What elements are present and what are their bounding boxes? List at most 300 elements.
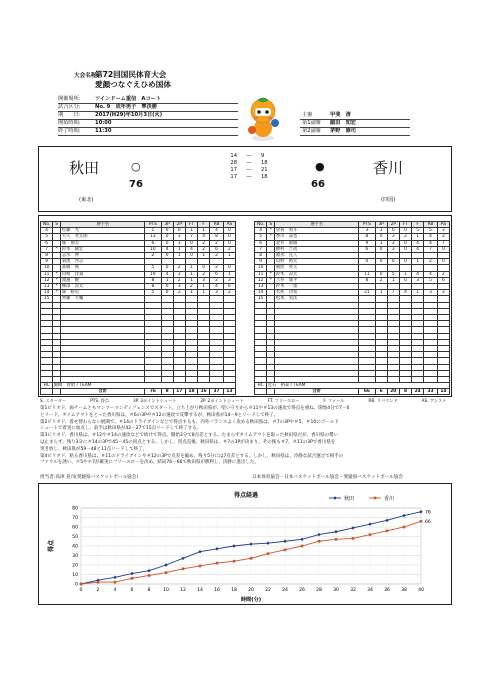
period-away: 18 xyxy=(261,160,268,166)
stats-header-cell: PTS xyxy=(145,222,161,228)
series-end-label: 76 xyxy=(425,510,431,516)
stat-cell: * xyxy=(267,234,275,240)
data-point-1 xyxy=(233,560,236,563)
player-name: 横村 吉哉 xyxy=(275,246,359,252)
total-cell: 14 xyxy=(437,389,449,395)
away-total-score: 66 xyxy=(311,179,325,190)
stat-cell: 3 xyxy=(424,290,438,296)
summary-line: 第3ピリオド、香川県は、＃12や＃14の速攻などで続けて得点。開始3分で8点差とする。たまらずタイムアウトを取った秋田県だが、香川県の勢い xyxy=(40,433,339,439)
player-name: 曽我 勇斗 xyxy=(275,228,359,234)
stat-cell: 5 xyxy=(424,277,438,283)
period-scores xyxy=(219,153,279,181)
stat-cell: 1 xyxy=(185,277,197,283)
stats-header-cell: F xyxy=(412,222,424,228)
stat-cell: 0 xyxy=(173,228,185,234)
data-point-1 xyxy=(250,557,253,560)
stats-header-cell: AS xyxy=(223,222,235,228)
away-stats-table xyxy=(254,221,450,395)
total-cell: 17 xyxy=(173,389,185,395)
stat-cell: 0 xyxy=(375,234,387,240)
period-home: 28 xyxy=(230,160,237,166)
total-cell xyxy=(255,389,267,395)
stat-cell: 0 xyxy=(161,284,173,290)
stats-header-cell: S xyxy=(267,222,275,228)
stat-cell: 0 xyxy=(437,259,449,265)
data-point-1 xyxy=(165,571,168,574)
away-result-mark: ● xyxy=(315,160,325,173)
stat-cell: 0 xyxy=(387,259,399,265)
stat-cell: 0 xyxy=(161,265,173,271)
summary-line: シュートで着実に加点し、前半は秋田県が42－27で15点リードして終了する。 xyxy=(40,426,202,432)
x-tick-label: 2 xyxy=(96,588,100,593)
stat-cell: 8 xyxy=(210,234,224,240)
stat-cell: 0 xyxy=(223,240,235,246)
info-label: 終了時間: xyxy=(58,128,81,134)
data-point-1 xyxy=(284,549,287,552)
data-point-1 xyxy=(216,562,219,565)
x-tick-label: 40 xyxy=(418,588,424,593)
stat-cell: 0 xyxy=(161,253,173,259)
stat-cell: 1 xyxy=(173,246,185,252)
chart-title: 得点経過 xyxy=(233,492,259,499)
data-point-1 xyxy=(301,545,304,548)
stat-cell: 4 xyxy=(424,271,438,277)
data-point-1 xyxy=(386,530,389,533)
stat-cell: 2 xyxy=(223,246,235,252)
period-row xyxy=(219,160,279,167)
data-point-1 xyxy=(131,577,134,580)
data-point-1 xyxy=(114,581,117,584)
x-tick-label: 8 xyxy=(147,588,151,593)
stat-cell: 21 xyxy=(359,290,375,296)
stat-cell: 13 xyxy=(145,234,161,240)
info-label: 期 日: xyxy=(58,112,81,118)
total-row xyxy=(255,389,450,395)
stat-cell: 2 xyxy=(399,234,411,240)
stat-cell: 0 xyxy=(375,246,387,252)
stat-cell: 2 xyxy=(210,253,224,259)
event-label: 大会名称: xyxy=(74,73,99,79)
total-row xyxy=(41,389,236,395)
legend-label: 香川 xyxy=(384,495,395,502)
stat-cell: 1 xyxy=(375,228,387,234)
stat-cell: 0 xyxy=(387,228,399,234)
player-name: 鈴木 一康 xyxy=(275,284,359,290)
stat-cell: 7 xyxy=(255,246,267,252)
stat-cell: 4 xyxy=(412,271,424,277)
stat-cell: 14 xyxy=(255,290,267,296)
stat-cell: 2 xyxy=(210,277,224,283)
stat-cell: 1 xyxy=(412,259,424,265)
stat-cell: 2 xyxy=(424,259,438,265)
y-tick-label: 70 xyxy=(72,516,78,522)
info-label: 開始時間: xyxy=(58,120,81,126)
stat-cell: 9 xyxy=(41,259,53,265)
stat-cell: 12 xyxy=(255,277,267,283)
total-cell: 8 xyxy=(161,389,173,395)
stat-cell: 6 xyxy=(359,246,375,252)
data-point-1 xyxy=(369,533,372,536)
stats-header-cell: 3P xyxy=(161,222,173,228)
coach-label: HC xyxy=(41,383,53,389)
stat-cell: * xyxy=(267,271,275,277)
stat-cell: 8 xyxy=(255,253,267,259)
stat-cell: 9 xyxy=(359,240,375,246)
stat-cell: 3 xyxy=(210,290,224,296)
stats-header-cell: 選手名 xyxy=(275,222,359,228)
stats-header-cell: S xyxy=(53,222,61,228)
stat-cell: 5 xyxy=(387,271,399,277)
stats-legend xyxy=(40,398,450,404)
stats-header-cell: No. xyxy=(41,222,53,228)
total-cell xyxy=(53,389,61,395)
stat-cell: 2 xyxy=(198,240,210,246)
x-tick-label: 32 xyxy=(350,588,356,593)
y-tick-label: 30 xyxy=(72,554,78,560)
stat-cell: 7 xyxy=(387,290,399,296)
total-cell: 16 xyxy=(198,389,210,395)
total-cell: 合計 xyxy=(61,389,145,395)
stat-cell: 3 xyxy=(173,271,185,277)
stat-cell: 4 xyxy=(412,246,424,252)
legend-item: FT. フリースロー xyxy=(267,398,300,403)
coach-name: 近石 裕泰 / TEAM xyxy=(267,383,450,389)
stat-cell: 1 xyxy=(399,271,411,277)
y-axis-label: 得点 xyxy=(48,539,55,553)
period-home: 17 xyxy=(230,167,237,173)
stat-cell: 0 xyxy=(375,259,387,265)
stat-cell: 2 xyxy=(173,265,185,271)
coach-label: HC xyxy=(255,383,267,389)
stat-cell: 5 xyxy=(145,265,161,271)
x-tick-label: 26 xyxy=(299,588,305,593)
stat-cell: 4 xyxy=(399,290,411,296)
info-underline xyxy=(58,135,238,136)
legend-marker xyxy=(333,496,336,499)
stat-cell: 3 xyxy=(387,234,399,240)
summary-line: ファウルを誘い、＊5や＊7が確実にフリースローを決め、結局76－66で秋田県が勝利し、決勝に進出した。 xyxy=(40,460,259,466)
stat-cell: 4 xyxy=(424,240,438,246)
stat-cell: 7 xyxy=(185,234,197,240)
stat-cell: 1 xyxy=(387,277,399,283)
stat-cell: 2 xyxy=(173,277,185,283)
x-tick-label: 24 xyxy=(282,588,288,593)
stat-cell: 0 xyxy=(399,259,411,265)
total-cell: 8 xyxy=(399,389,411,395)
player-name: 佐藤 光 xyxy=(61,228,145,234)
stat-cell: 1 xyxy=(173,253,185,259)
stat-cell: 12 xyxy=(41,277,53,283)
player-name: 鈴木 隆宏 xyxy=(61,246,145,252)
stat-cell: 11 xyxy=(41,271,53,277)
player-name: 朝原 亮太 xyxy=(275,265,359,271)
stat-cell: 0 xyxy=(399,246,411,252)
stat-cell: 6 xyxy=(255,240,267,246)
stat-cell: 6 xyxy=(210,246,224,252)
stat-cell: * xyxy=(267,228,275,234)
stat-cell: 2 xyxy=(223,290,235,296)
stat-cell: 0 xyxy=(375,271,387,277)
stat-cell: 2 xyxy=(437,271,449,277)
stat-cell: 0 xyxy=(223,265,235,271)
stat-cell: 4 xyxy=(161,246,173,252)
period-dash: — xyxy=(246,167,252,173)
stats-header-cell: FT xyxy=(185,222,197,228)
stats-header-cell: 選手名 xyxy=(61,222,145,228)
stat-cell: 14 xyxy=(41,290,53,296)
summary-line: 第1ピリオド、両チームともマンツーマンディフェンスでスタート。立ち上がり秋田県が、堅い守りから＃11や＃13の速攻で得点を重ね、開始4分で7－0 xyxy=(40,406,350,411)
score-progress-chart xyxy=(38,483,452,605)
stat-cell: 1 xyxy=(198,228,210,234)
stat-cell: 0 xyxy=(223,234,235,240)
player-name: 吉井 康平 xyxy=(275,277,359,283)
info-underline xyxy=(58,127,238,128)
score-box xyxy=(38,146,452,212)
away-region: (四国) xyxy=(381,197,396,203)
stat-cell: 4 xyxy=(424,234,438,240)
player-name: 森 裕史 xyxy=(61,290,145,296)
coach-name: 綿﨑 智昭 / TEAM xyxy=(53,383,236,389)
game-summary xyxy=(40,406,450,467)
stat-cell: 8 xyxy=(359,277,375,283)
stats-header-cell: 3P xyxy=(375,222,387,228)
total-cell: 76 xyxy=(145,389,161,395)
summary-line: 突き放し、秋田県が59－48と11点リードして終了。 xyxy=(40,446,148,452)
footer-reporter: 担当者:高津 晃司(愛媛県バスケットボール協会) xyxy=(40,475,139,480)
player-name: 堀 翔太 xyxy=(61,240,145,246)
stat-cell: 1 xyxy=(412,234,424,240)
stat-cell: 6 xyxy=(210,271,224,277)
legend-label: 秋田 xyxy=(344,495,355,502)
stat-cell: 10 xyxy=(41,265,53,271)
stat-cell: 4 xyxy=(210,284,224,290)
stat-cell: 0 xyxy=(185,240,197,246)
player-name: 鈴木 凉太 xyxy=(275,271,359,277)
stat-cell: 1 xyxy=(198,284,210,290)
stat-cell: * xyxy=(53,284,61,290)
stat-cell: 1 xyxy=(198,253,210,259)
stat-cell: 2 xyxy=(210,265,224,271)
stat-cell: 1 xyxy=(375,240,387,246)
stat-cell: 0 xyxy=(161,240,173,246)
x-tick-label: 4 xyxy=(113,588,117,593)
period-row xyxy=(219,153,279,160)
stat-cell: 2 xyxy=(185,284,197,290)
stat-cell: 15 xyxy=(41,296,53,302)
stat-cell: 0 xyxy=(223,228,235,234)
x-tick-label: 10 xyxy=(163,588,169,593)
info-value: 2017(H29)年10月3日(火) xyxy=(95,112,163,118)
data-point-1 xyxy=(182,568,185,571)
total-cell: 20 xyxy=(387,389,399,395)
official-name: 茅野 修司 xyxy=(330,128,356,134)
official-role: 第2副審 xyxy=(302,128,321,134)
info-label: 試合区分: xyxy=(58,104,81,110)
x-tick-label: 12 xyxy=(180,588,186,593)
stat-cell: 3 xyxy=(412,277,424,283)
info-value: ツインドーム重信 Aコート xyxy=(95,96,162,102)
stat-cell: 6 xyxy=(223,284,235,290)
stat-cell: 0 xyxy=(399,277,411,283)
period-dash: — xyxy=(246,174,252,180)
stat-cell: 3 xyxy=(198,277,210,283)
official-role: 主審 xyxy=(302,112,313,118)
x-tick-label: 0 xyxy=(79,588,83,593)
stats-header-cell: PTS xyxy=(359,222,375,228)
player-name: 香川 諒也 xyxy=(275,234,359,240)
footer-organizers: 日本体育協会・日本バスケットボール協会・愛媛県バスケットボール協会 xyxy=(252,475,403,480)
y-tick-label: 0 xyxy=(75,582,78,588)
stat-cell: 1 xyxy=(185,271,197,277)
summary-line: とリード。タイムアウトをとった香川県は、＃6の3Pや＃12の速攻で反撃するが、秋田県が14－9とリードして終了。 xyxy=(40,412,279,418)
stat-cell: * xyxy=(53,290,61,296)
stat-cell: 1 xyxy=(185,265,197,271)
stat-cell: 2 xyxy=(210,240,224,246)
stat-cell: 2 xyxy=(375,277,387,283)
total-cell: 33 xyxy=(424,389,438,395)
data-point-1 xyxy=(267,552,270,555)
total-cell: 66 xyxy=(359,389,375,395)
x-tick-label: 38 xyxy=(401,588,407,593)
x-tick-label: 36 xyxy=(384,588,390,593)
stat-cell: 5 xyxy=(255,234,267,240)
period-away: 21 xyxy=(261,167,268,173)
stat-cell: * xyxy=(53,246,61,252)
official-underline xyxy=(300,135,410,136)
player-name: 齊藤 大輔 xyxy=(61,296,145,302)
data-point-1 xyxy=(199,565,202,568)
official-name: 細田 知宏 xyxy=(330,120,356,126)
home-stats-table xyxy=(40,221,236,395)
stat-cell: 1 xyxy=(375,290,387,296)
stat-cell: 3 xyxy=(437,290,449,296)
total-cell xyxy=(41,389,53,395)
y-tick-label: 40 xyxy=(72,544,78,550)
player-name: 菊池 啓志 xyxy=(61,259,145,265)
stat-cell: 6 xyxy=(145,240,161,246)
stat-cell: 7 xyxy=(437,240,449,246)
stat-cell: 19 xyxy=(145,271,161,277)
stat-cell: 2 xyxy=(437,234,449,240)
info-value: No. 9 成年男子 準決勝 xyxy=(95,104,157,110)
y-tick-label: 80 xyxy=(72,506,78,512)
y-tick-label: 20 xyxy=(72,563,78,569)
stat-cell: * xyxy=(267,277,275,283)
home-team-name: 秋田 xyxy=(69,159,100,177)
stats-header-cell: 2P xyxy=(387,222,399,228)
stat-cell: 8 xyxy=(145,284,161,290)
stat-cell: 4 xyxy=(412,240,424,246)
stat-cell: 3 xyxy=(173,240,185,246)
total-cell: 24 xyxy=(412,389,424,395)
x-tick-label: 28 xyxy=(316,588,322,593)
stats-header-cell: AS xyxy=(437,222,449,228)
y-tick-label: 10 xyxy=(72,573,78,579)
info-underline xyxy=(58,119,238,120)
stat-cell: 0 xyxy=(437,246,449,252)
player-name: 柳澤 涼太 xyxy=(61,284,145,290)
x-tick-label: 16 xyxy=(214,588,220,593)
stat-cell: 13 xyxy=(41,284,53,290)
stats-header-cell: RB xyxy=(210,222,224,228)
stat-cell: 6 xyxy=(437,277,449,283)
stat-cell: 2 xyxy=(198,246,210,252)
stat-cell: 8 xyxy=(359,234,375,240)
stat-cell: 3 xyxy=(387,246,399,252)
legend-item: 3P. 3ポイントシュート xyxy=(133,398,177,403)
stat-cell: * xyxy=(53,277,61,283)
stat-cell: 4 xyxy=(255,228,267,234)
stat-cell: 6 xyxy=(41,240,53,246)
home-result-mark: ○ xyxy=(131,160,141,173)
stat-cell: 5 xyxy=(145,290,161,296)
x-tick-label: 14 xyxy=(197,588,203,593)
stat-cell: 11 xyxy=(255,271,267,277)
stat-cell: 4 xyxy=(198,234,210,240)
stat-cell: 8 xyxy=(145,277,161,283)
period-row xyxy=(219,174,279,181)
info-value: 10:00 xyxy=(95,120,112,126)
stat-cell: 3 xyxy=(173,284,185,290)
period-away: 18 xyxy=(261,174,268,180)
period-away: 9 xyxy=(261,153,265,159)
data-point-1 xyxy=(352,537,355,540)
stat-cell: 3 xyxy=(359,228,375,234)
data-point-1 xyxy=(318,540,321,543)
chart-svg xyxy=(39,484,453,606)
stats-header-cell: F xyxy=(198,222,210,228)
stat-cell: 0 xyxy=(399,228,411,234)
stat-cell: 1 xyxy=(145,228,161,234)
stat-cell: 5 xyxy=(412,228,424,234)
player-name: 北井 敬雄 xyxy=(275,240,359,246)
x-tick-label: 22 xyxy=(265,588,271,593)
summary-line: 第2ピリオド、着せ替わらない展開で、＃14のドライブインなどで得点するも、内外バランスよく攻める秋田県は、＃7の3Pや＃5、＃10のゴール下 xyxy=(40,419,339,425)
mikyan-mascot xyxy=(244,94,282,142)
stat-cell: 7 xyxy=(41,246,53,252)
stat-cell: 13 xyxy=(255,284,267,290)
info-value: 11:30 xyxy=(95,128,112,134)
stat-cell: 1 xyxy=(161,277,173,283)
stat-cell: 1 xyxy=(198,290,210,296)
stat-cell: 0 xyxy=(161,228,173,234)
y-tick-label: 50 xyxy=(72,535,78,541)
stat-cell: 0 xyxy=(161,290,173,296)
x-tick-label: 20 xyxy=(248,588,254,593)
stat-cell: 0 xyxy=(161,234,173,240)
player-name: 松本 実汰 xyxy=(275,296,359,302)
stat-cell: 2 xyxy=(145,253,161,259)
event-title-line1: 第72回国民体育大会 xyxy=(95,70,167,79)
stat-cell: * xyxy=(53,271,61,277)
stat-cell: 1 xyxy=(223,253,235,259)
home-region: (東北) xyxy=(79,197,94,203)
stat-cell: 4 xyxy=(185,246,197,252)
stats-header-cell: 2P xyxy=(173,222,185,228)
period-home: 17 xyxy=(230,174,237,180)
stat-cell: 0 xyxy=(198,265,210,271)
official-role: 第1副審 xyxy=(302,120,321,126)
stats-header-cell: RB xyxy=(424,222,438,228)
stat-cell: 15 xyxy=(255,296,267,302)
stats-header-cell: FT xyxy=(399,222,411,228)
total-cell: 6 xyxy=(375,389,387,395)
event-title-line2: 愛顔つなぐえひめ国体 xyxy=(95,80,171,89)
summary-line: 第4ピリオド、粘る香川県は、＃11のドライブインや＃12の3Pで点差を縮め、残り5分には7点差とする。しかし、秋田県は、冷静な試合運びで相手の xyxy=(40,453,344,459)
official-name: 甲斐 清 xyxy=(330,112,351,118)
player-name: 渡邉 暁 xyxy=(61,277,145,283)
stat-cell: 10 xyxy=(255,265,267,271)
